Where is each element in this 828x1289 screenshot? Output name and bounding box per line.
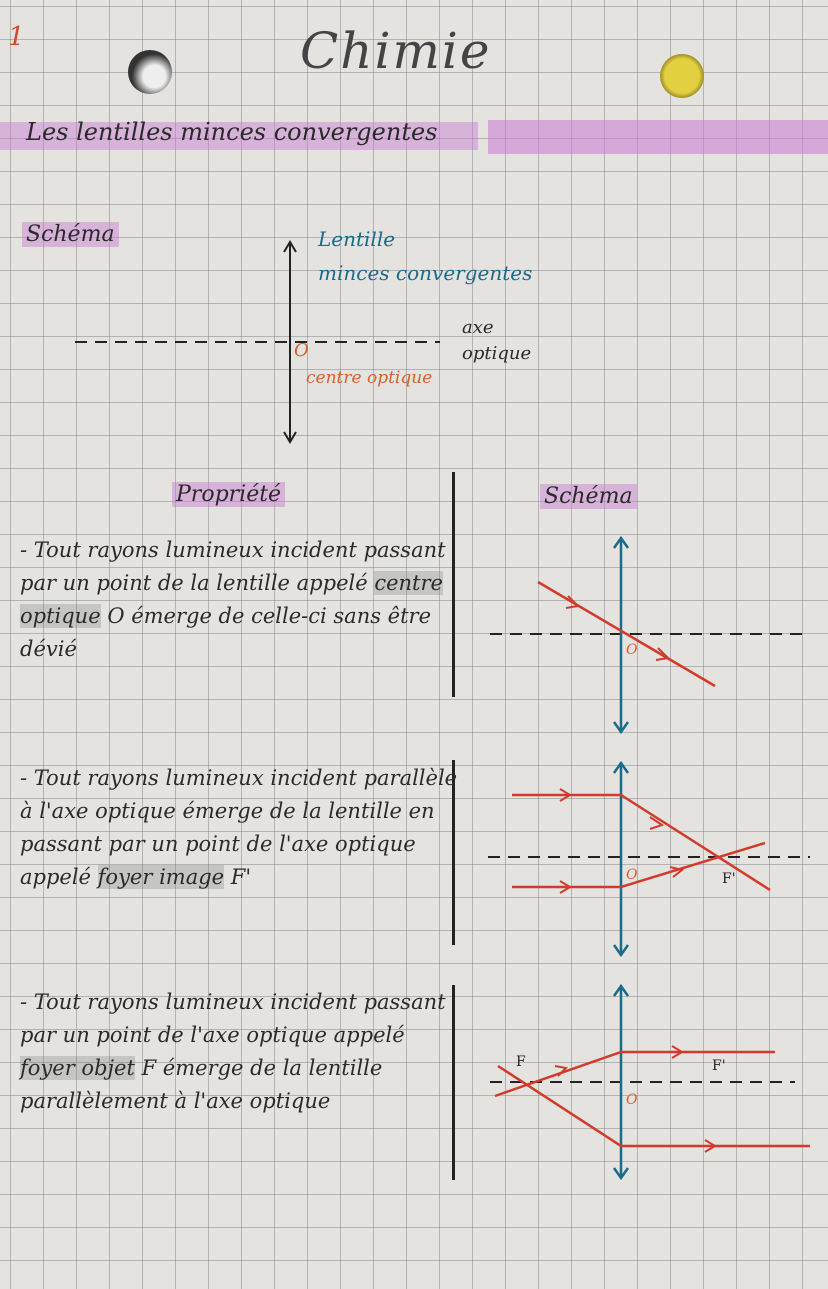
page-number: 1: [8, 22, 25, 52]
page-title: Chimie: [300, 22, 492, 80]
svg-text:O: O: [626, 867, 638, 883]
schema-label: Schéma: [22, 222, 119, 247]
label-o: O: [626, 642, 638, 658]
diagram-image-focus: [480, 755, 820, 965]
binder-hole-left: [128, 50, 172, 94]
lens-label-line1: Lentille: [318, 227, 396, 251]
center-symbol: O: [294, 340, 309, 361]
schema-header: Schéma: [540, 484, 637, 509]
axis-label-line1: axe: [462, 317, 494, 338]
svg-text:F': F': [722, 871, 736, 887]
center-label: centre optique: [306, 368, 433, 388]
diagram-object-focus: [480, 978, 820, 1188]
property-row-3: - Tout rayons lumineux incident passant par un point de l'axe optique appelé foyer objet F émerge de la lentille parallèlement à l'axe optique: [20, 990, 446, 1113]
property-header: Propriété: [172, 482, 285, 507]
svg-text:O: O: [626, 1092, 638, 1108]
axis-label-line2: optique: [462, 343, 532, 364]
ray: [538, 582, 715, 686]
lens-label-line2: minces convergentes: [318, 261, 533, 285]
binder-hole-right: [660, 54, 704, 98]
subtitle: Les lentilles minces convergentes: [26, 118, 438, 146]
svg-text:F: F: [516, 1054, 526, 1070]
diagram-optical-center: [480, 530, 820, 740]
svg-text:F': F': [712, 1058, 726, 1074]
property-row-2: - Tout rayons lumineux incident parallèle à l'axe optique émerge de la lentille en passant par un point de l'axe optique appelé foyer image F': [20, 766, 458, 889]
property-row-1: - Tout rayons lumineux incident passant par un point de la lentille appelé centre optique O émerge de celle-ci sans être dévié: [20, 538, 446, 661]
